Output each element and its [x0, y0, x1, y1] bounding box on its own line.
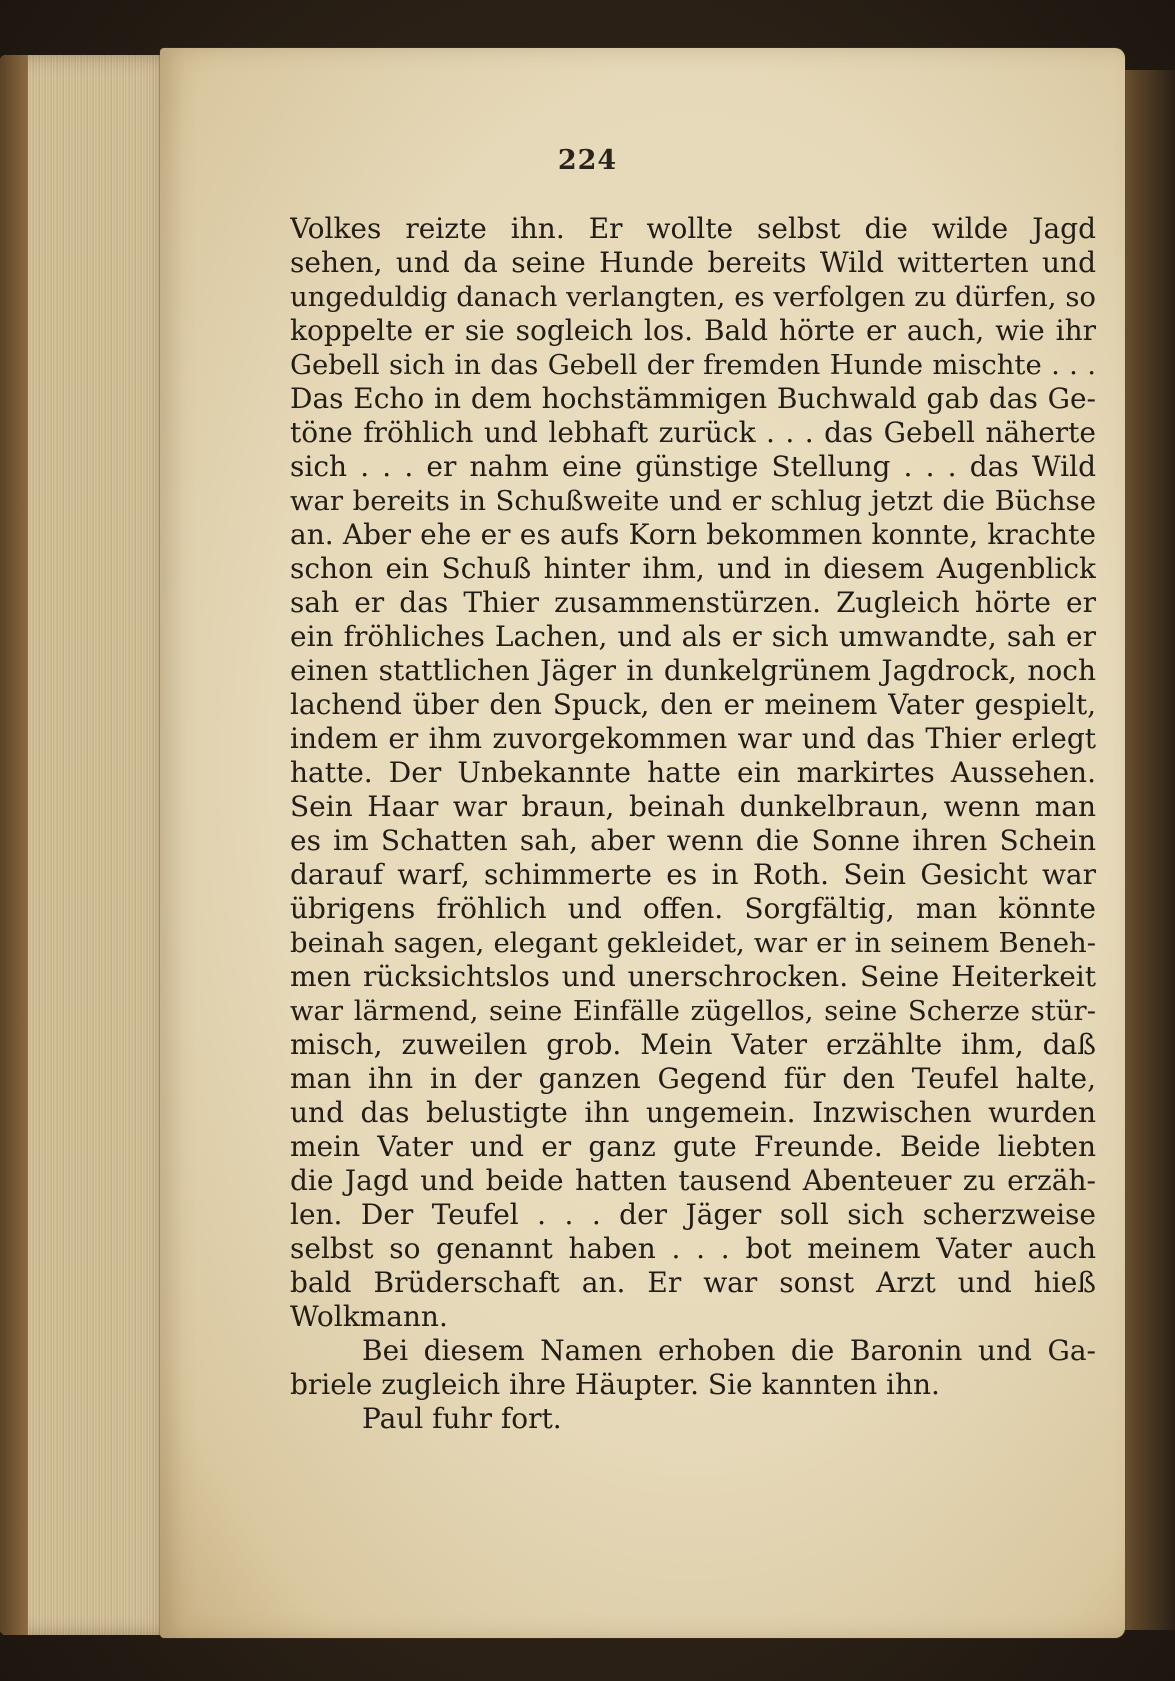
- text-line: Das Echo in dem hochstämmigen Buchwald gab das Ge-: [290, 382, 1096, 415]
- text-line: Sein Haar war braun, beinah dunkelbraun, wenn man: [290, 790, 1096, 823]
- text-line: beinah sagen, elegant gekleidet, war er in seinem Beneh-: [290, 927, 1096, 959]
- text-line: Gebell sich in das Gebell der fremden Hunde mischte . . .: [290, 349, 1096, 381]
- paragraph-end-line: briele zugleich ihre Häupter. Sie kannten ihn.: [290, 1368, 940, 1401]
- text-line: sich . . . er nahm eine günstige Stellung . . . das Wild: [290, 450, 1096, 483]
- text-line: einen stattlichen Jäger in dunkelgrünem Jagdrock, noch: [290, 654, 1096, 687]
- text-line: war lärmend, seine Einfälle zügellos, seine Scherze stür-: [290, 995, 1096, 1027]
- text-line: hatte. Der Unbekannte hatte ein markirtes Aussehen.: [290, 756, 1096, 789]
- text-line: sehen, und da seine Hunde bereits Wild witterten und: [290, 246, 1096, 279]
- text-line: an. Aber ehe er es aufs Korn bekommen konnte, krachte: [290, 518, 1096, 551]
- text-line: es im Schatten sah, aber wenn die Sonne ihren Schein: [290, 824, 1096, 857]
- text-line: len. Der Teufel . . . der Jäger soll sich scherzweise: [290, 1198, 1096, 1231]
- text-line: darauf warf, schimmerte es in Roth. Sein Gesicht war: [290, 858, 1096, 891]
- page-edges: [0, 55, 175, 1635]
- body-text: [290, 212, 1096, 1436]
- paragraph-end-line: Wolkmann.: [290, 1300, 448, 1333]
- text-line: bald Brüderschaft an. Er war sonst Arzt und hieß: [290, 1266, 1096, 1299]
- text-line: sah er das Thier zusammenstürzen. Zugleich hörte er: [290, 586, 1096, 619]
- text-line: mein Vater und er ganz gute Freunde. Beide liebten: [290, 1130, 1096, 1163]
- text-line: indem er ihm zuvorgekommen war und das Thier erlegt: [290, 722, 1096, 755]
- text-line: Volkes reizte ihn. Er wollte selbst die wilde Jagd: [290, 212, 1096, 245]
- text-line: selbst so genannt haben . . . bot meinem Vater auch: [290, 1232, 1096, 1265]
- text-line: die Jagd und beide hatten tausend Abenteuer zu erzäh-: [290, 1164, 1096, 1197]
- text-line: ein fröhliches Lachen, und als er sich umwandte, sah er: [290, 620, 1096, 653]
- text-line: und das belustigte ihn ungemein. Inzwischen wurden: [290, 1096, 1096, 1129]
- text-line: schon ein Schuß hinter ihm, und in diesem Augenblick: [290, 552, 1096, 585]
- text-line: übrigens fröhlich und offen. Sorgfältig, man könnte: [290, 892, 1096, 925]
- text-line: koppelte er sie sogleich los. Bald hörte er auch, wie ihr: [290, 314, 1096, 347]
- page-number: 224: [557, 145, 618, 176]
- paragraph-end-line: Paul fuhr fort.: [362, 1402, 562, 1435]
- text-line: misch, zuweilen grob. Mein Vater erzählte ihm, daß: [290, 1028, 1096, 1061]
- text-line: lachend über den Spuck, den er meinem Vater gespielt,: [290, 688, 1096, 721]
- text-line: war bereits in Schußweite und er schlug jetzt die Büchse: [290, 485, 1096, 517]
- text-line: men rücksichtslos und unerschrocken. Seine Heiterkeit: [290, 960, 1096, 993]
- text-line: man ihn in der ganzen Gegend für den Teufel halte,: [290, 1062, 1096, 1095]
- text-line: Bei diesem Namen erhoben die Baronin und Ga-: [362, 1334, 1096, 1367]
- text-line: ungeduldig danach verlangten, es verfolgen zu dürfen, so: [290, 281, 1096, 313]
- text-line: töne fröhlich und lebhaft zurück . . . das Gebell näherte: [290, 416, 1096, 449]
